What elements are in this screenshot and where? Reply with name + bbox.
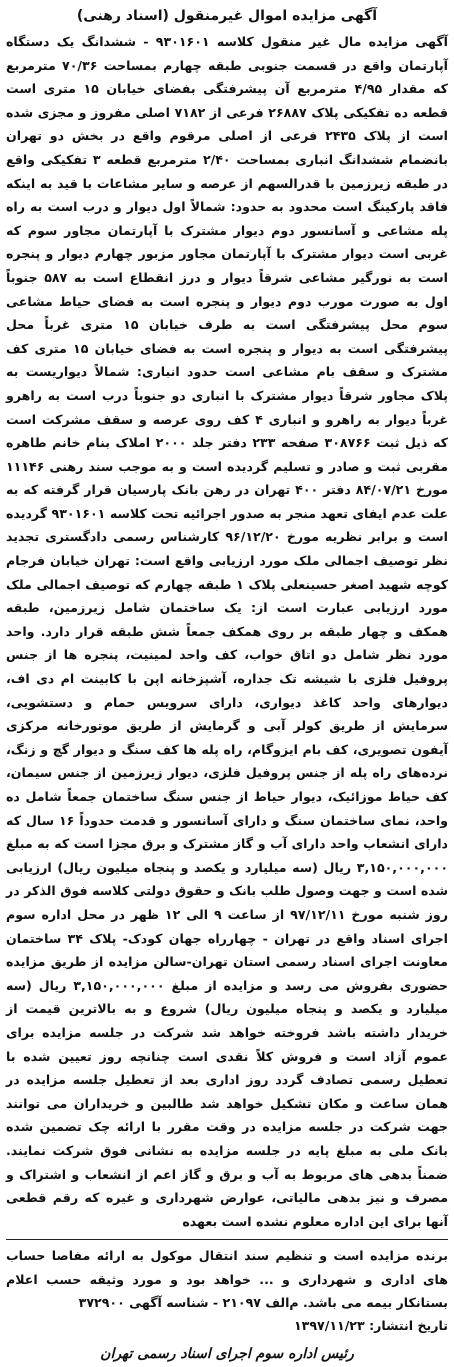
notice-title: آگهی مزایده اموال غیرمنقول (اسناد رهنی) bbox=[76, 8, 378, 24]
notice-body: آگهی مزایده مال غیر منقول کلاسه ۹۳۰۱۶۰۱ - ششدانگ یک دستگاه آپارتمان واقع در قسمت جنوبی طبقه چهارم بمساحت ۷۰/۳۶ مترمربع که مقدار ۴/۹۵ مترمربع آن پیشرفتگی بفضای خیابان ۱۵ متری است قطعه ده تفکیکی پلاک ۲۶۸۸۷ فرعی از ۷۱۸۲ اصلی مفروز و مجزی شده است از پلاک ۲۴۳۵ فرعی از اصلی مرقوم واقع در بخش دو تهران بانضمام ششدانگ انباری بمساحت ۲/۴۰ مترمربع قطعه ۳ تفکیکی واقع در طبقه زیرزمین با قدرالسهم از عرصه و سایر مشاعات با قید به اینکه فاقد پارکینگ است محدود به حدود: شمالاً اول دیوار و درب است به راه پله مشاعی و آسانسور دوم دیوار مشترک با آپارتمان مجاور سوم که غربی است دیوار مشترک با آپارتمان مجاور مزبور چهارم دیوار و پنجره است به نورگیر مشاعی شرقاً دیوار و درز انقطاع است به ۵۸۷ جنوباً اول به صورت مورب دوم دیوار و پنجره است به فضای حیاط مشاعی سوم محل پیشرفتگی است به طرف خیابان ۱۵ متری غرباً محل پیشرفتگی است به دیوار و پنجره است به فضای خیابان ۱۵ متری کف مشترک و سقف بام مشاعی است حدود انباری: شمالاً دیواریست به پلاک مجاور شرقاً دیوار مشترک با انباری دو جنوباً درب است به راهرو غرباً دیوار به راهرو و انباری ۴ کف روی عرصه و سقف مشرکت است که ذیل ثبت ۳۰۸۷۶۶ صفحه ۲۳۳ دفتر جلد ۲۰۰۰ املاک بنام خانم طاهره مقربی ثبت و صادر و تسلیم گردیده است و به موجب سند رهنی ۱۱۱۴۶ مورخ ۸۴/۰۷/۲۱ دفتر ۴۰۰ تهران در رهن بانک پارسیان قرار گرفته که به علت عدم ایفای تعهد منجر به صدور اجرائیه تحت کلاسه ۹۳۰۱۶۰۱ گردیده است و برابر نظریه مورخ ۹۶/۱۲/۲۰ کارشناس رسمی دادگستری تجدید نظر توصیف اجمالی ملک مورد ارزیابی واقع است: تهران خیابان فرجام کوچه شهید اصغر حسینعلی پلاک ۱ طبقه چهارم که توصیف اجمالی ملک مورد ارزیابی عبارت است از: یک ساختمان شامل زیرزمین، طبقه همکف و چهار طبقه بر روی همکف جمعاً شش طبقه قرار دارد. واحد مورد نظر شامل دو اتاق خواب، کف واحد لمینیت، پنجره ها از جنس پروفیل فلزی با شیشه تک جداره، آشپزخانه اپن با کابینت ام دی اف، دیوارهای واحد کاغذ دیواری، دارای سرویس حمام و دستشویی، سرمایش از طریق کولر آبی و گرمایش از طریق موتورخانه مرکزی آیفون تصویری، کف بام ایزوگام، راه پله ها کف سنگ و دیوار گچ و زنگ، نرده‌های راه پله از جنس پروفیل فلزی، دیوار زیرزمین از جنس سیمان، کف حیاط موزائیک، دیوار حیاط از جنس سنگ ساختمان جمعاً شامل ده واحد، نمای ساختمان سنگ و دارای آسانسور و قدمت حدوداً ۱۶ سال که دارای انشعاب واحد دارای آب و گاز مشترک و برق مجزا است که به مبلغ ۳,۱۵۰,۰۰۰,۰۰۰ ریال (سه میلیارد و یکصد و پنجاه میلیون ریال) ارزیابی شده است و جهت وصول طلب بانک و حقوق دولتی کلاسه فوق الذکر در روز شنبه مورخ ۹۷/۱۲/۱۱ از ساعت ۹ الی ۱۲ ظهر در محل اداره سوم اجرای اسناد واقع در تهران - چهارراه جهان کودک- پلاک ۳۴ ساختمان معاونت اجرای اسناد رسمی استان تهران-سالن مزایده از طریق مزایده حضوری بفروش می رسد و مزایده از مبلغ ۳,۱۵۰,۰۰۰,۰۰۰ ریال (سه میلیارد و یکصد و پنجاه میلیون ریال) شروع و به بالاترین قیمت از خریدار داشته باشد فروخته خواهد شد شرکت در جلسه مزایده برای عموم آزاد است و فروش کلاً نقدی است چنانچه روز تعیین شده با تعطیل رسمی تصادف گردد روز اداری بعد از تعطیل جلسه مزایده در همان ساعت و مکان تشکیل خواهد شد طالبین و خریداران می توانند جهت شرکت در جلسه مزایده در وقت مقرر با ارائه چک تضمین شده بانک ملی به مبلغ پایه در جلسه مزایده به نشانی فوق شرکت نمایند. ضمناً بدهی های مربوط به آب و برق و گاز اعم از انشعاب و اشتراک و مصرف و نیز بدهی مالیاتی، عوارض شهرداری و غیره که رقم قطعی آنها برای این اداره معلوم نشده است بعهده bbox=[6, 34, 449, 1229]
signature-line: رئیس اداره سوم اجرای اسناد رسمی تهران bbox=[100, 1346, 354, 1363]
notice-footer: برنده مزایده است و تنظیم سند انتقال موکول به ارائه مفاصا حساب های اداری و شهرداری و ... خواهد بود و مورد وثیقه حسب اعلام بستانکار بیمه می باشد. م‌الف ۲۱۰۹۷ - شناسه آگهی ۳۷۲۹۰۰ bbox=[6, 1248, 448, 1311]
publication-date: تاریخ انتشار: ۱۳۹۷/۱۱/۲۳ bbox=[293, 1318, 448, 1334]
section-divider bbox=[6, 1239, 448, 1240]
